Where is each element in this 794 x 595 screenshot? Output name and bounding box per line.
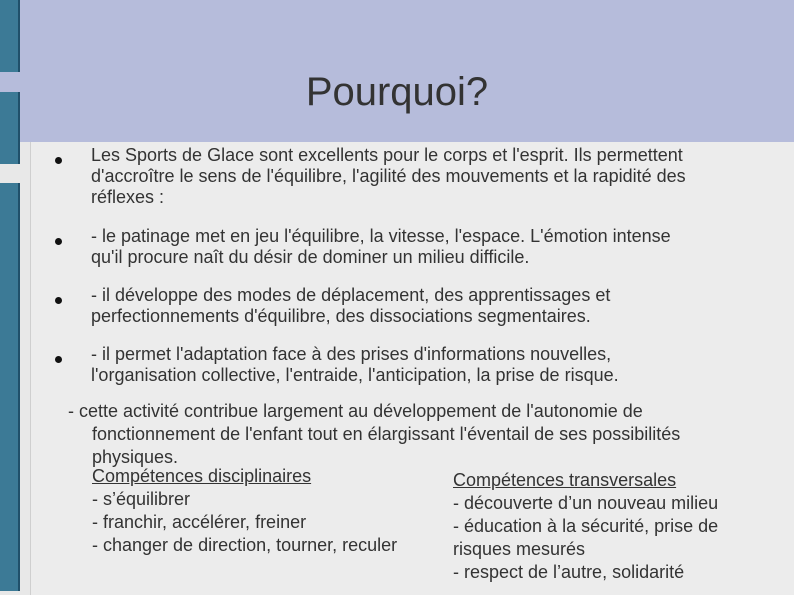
transversal-skills [453, 469, 773, 584]
bullet-line: Les Sports de Glace sont excellents pour le corps et l'esprit. Ils permettent [91, 145, 683, 165]
bullet-text [91, 226, 771, 268]
paragraph-line: physiques. [92, 447, 179, 467]
disciplinary-item: - s’équilibrer [92, 489, 191, 509]
bullet-text [91, 344, 771, 386]
transversal-heading: Compétences transversales [453, 470, 677, 490]
bullet-text [91, 285, 771, 327]
body-paragraph [68, 400, 768, 469]
bullet-line: l'organisation collective, l'entraide, l'anticipation, la prise de risque. [91, 365, 619, 385]
transversal-item: - respect de l’autre, solidarité [453, 562, 685, 582]
bullet-text [91, 145, 771, 208]
transversal-item: - découverte d’un nouveau milieu [453, 493, 719, 513]
bullet-line: - il développe des modes de déplacement, des apprentissages et [91, 285, 611, 305]
left-decor-bar [0, 0, 20, 72]
transversal-item: - éducation à la sécurité, prise de [453, 516, 719, 536]
bullet-line: perfectionnements d'équilibre, des dissociations segmentaires. [91, 306, 591, 326]
paragraph-line: fonctionnement de l'enfant tout en élargissant l'éventail de ses possibilités [92, 424, 681, 444]
bullet-dot [55, 238, 62, 245]
disciplinary-skills [92, 465, 452, 557]
bullet-line: d'accroître le sens de l'équilibre, l'agilité des mouvements et la rapidité des [91, 166, 686, 186]
bullet-line: - il permet l'adaptation face à des prises d'informations nouvelles, [91, 344, 612, 364]
bullet-line: qu'il procure naît du désir de dominer un milieu difficile. [91, 247, 530, 267]
transversal-item: risques mesurés [453, 539, 586, 559]
bullet-line: réflexes : [91, 187, 165, 207]
bullet-dot [55, 157, 62, 164]
paragraph-line: - cette activité contribue largement au développement de l'autonomie de [68, 401, 643, 421]
disciplinary-item: - franchir, accélérer, freiner [92, 512, 307, 532]
disciplinary-item: - changer de direction, tourner, reculer [92, 535, 398, 555]
bullet-dot [55, 297, 62, 304]
bullet-dot [55, 356, 62, 363]
disciplinary-heading: Compétences disciplinaires [92, 466, 312, 486]
bullet-line: - le patinage met en jeu l'équilibre, la vitesse, l'espace. L'émotion intense [91, 226, 671, 246]
left-decor-bar [0, 183, 20, 591]
slide-title: Pourquoi? [305, 70, 489, 114]
